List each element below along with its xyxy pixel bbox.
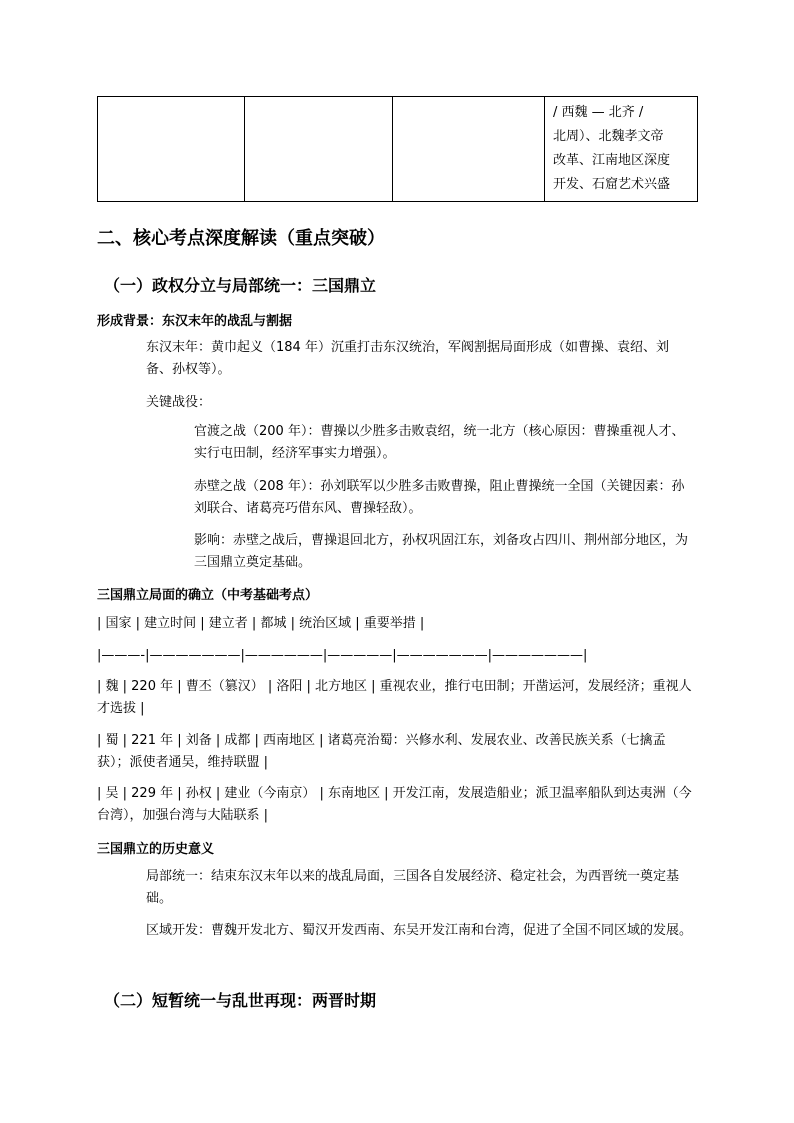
table-cell-text	[545, 97, 698, 202]
table-row-shu: | 蜀 | 221 年 | 刘备 | 成都 | 西南地区 | 诸葛亮治蜀：兴修水利、发展农业、改善民族关系（七擒孟获）；派使者通吴，维持联盟 |	[97, 733, 666, 770]
subsection-2-heading: （二）短暂统一与乱世再现：两晋时期	[104, 991, 377, 1010]
table-row-wei: | 魏 | 220 年 | 曹丕（篡汉） | 洛阳 | 北方地区 | 重视农业，推行屯田制；开凿运河，发展经济；重视人才选拔 |	[97, 679, 692, 716]
three-kingdoms-table-separator: |———-|———————|——————|—————|———————|———————|	[97, 648, 588, 663]
background-paragraph: 东汉末年：黄巾起义（184 年）沉重打击东汉统治，军阀割据局面形成（如曹操、袁绍、刘备、孙权等）。	[146, 340, 669, 377]
establish-heading: 三国鼎立局面的确立（中考基础考点）	[97, 588, 319, 603]
table-cell-empty-2	[245, 97, 393, 202]
table-fragment	[97, 96, 698, 202]
section-2-heading: 二、核心考点深度解读（重点突破）	[97, 228, 385, 249]
cell-line: 改革、江南地区深度	[553, 153, 671, 168]
three-kingdoms-table-header: | 国家 | 建立时间 | 建立者 | 都城 | 统治区域 | 重要举措 |	[97, 616, 425, 631]
significance-unification: 局部统一：结束东汉末年以来的战乱局面，三国各自发展经济、稳定社会，为西晋统一奠定基础。	[146, 869, 680, 906]
table-cell-empty-3	[393, 97, 545, 202]
table-row-wu: | 吴 | 229 年 | 孙权 | 建业（今南京） | 东南地区 | 开发江南，发展造船业；派卫温率船队到达夷洲（今台湾），加强台湾与大陆联系 |	[97, 786, 692, 823]
significance-heading: 三国鼎立的历史意义	[97, 842, 215, 857]
significance-regional: 区域开发：曹魏开发北方、蜀汉开发西南、东吴开发江南和台湾，促进了全国不同区域的发展。	[146, 923, 693, 938]
battle-guandu: 官渡之战（200 年）：曹操以少胜多击败袁绍，统一北方（核心原因：曹操重视人才、实行屯田制，经济军事实力增强）。	[194, 424, 685, 461]
cell-line: 北周）、北魏孝文帝	[553, 129, 664, 144]
background-heading: 形成背景：东汉末年的战乱与割据	[97, 314, 293, 329]
table-row	[98, 97, 698, 202]
table-cell-empty-1	[98, 97, 245, 202]
subsection-1-heading: （一）政权分立与局部统一：三国鼎立	[104, 276, 377, 295]
battles-label: 关键战役：	[146, 395, 212, 410]
battle-impact: 影响：赤壁之战后，曹操退回北方，孙权巩固江东，刘备攻占四川、荆州部分地区，为三国鼎立奠定基础。	[194, 533, 689, 570]
battle-chibi: 赤壁之战（208 年）：孙刘联军以少胜多击败曹操，阻止曹操统一全国（关键因素：孙刘联合、诸葛亮巧借东风、曹操轻敌）。	[194, 479, 685, 516]
cell-line: 开发、石窟艺术兴盛	[553, 177, 671, 192]
cell-line: / 西魏 — 北齐 /	[553, 105, 644, 120]
